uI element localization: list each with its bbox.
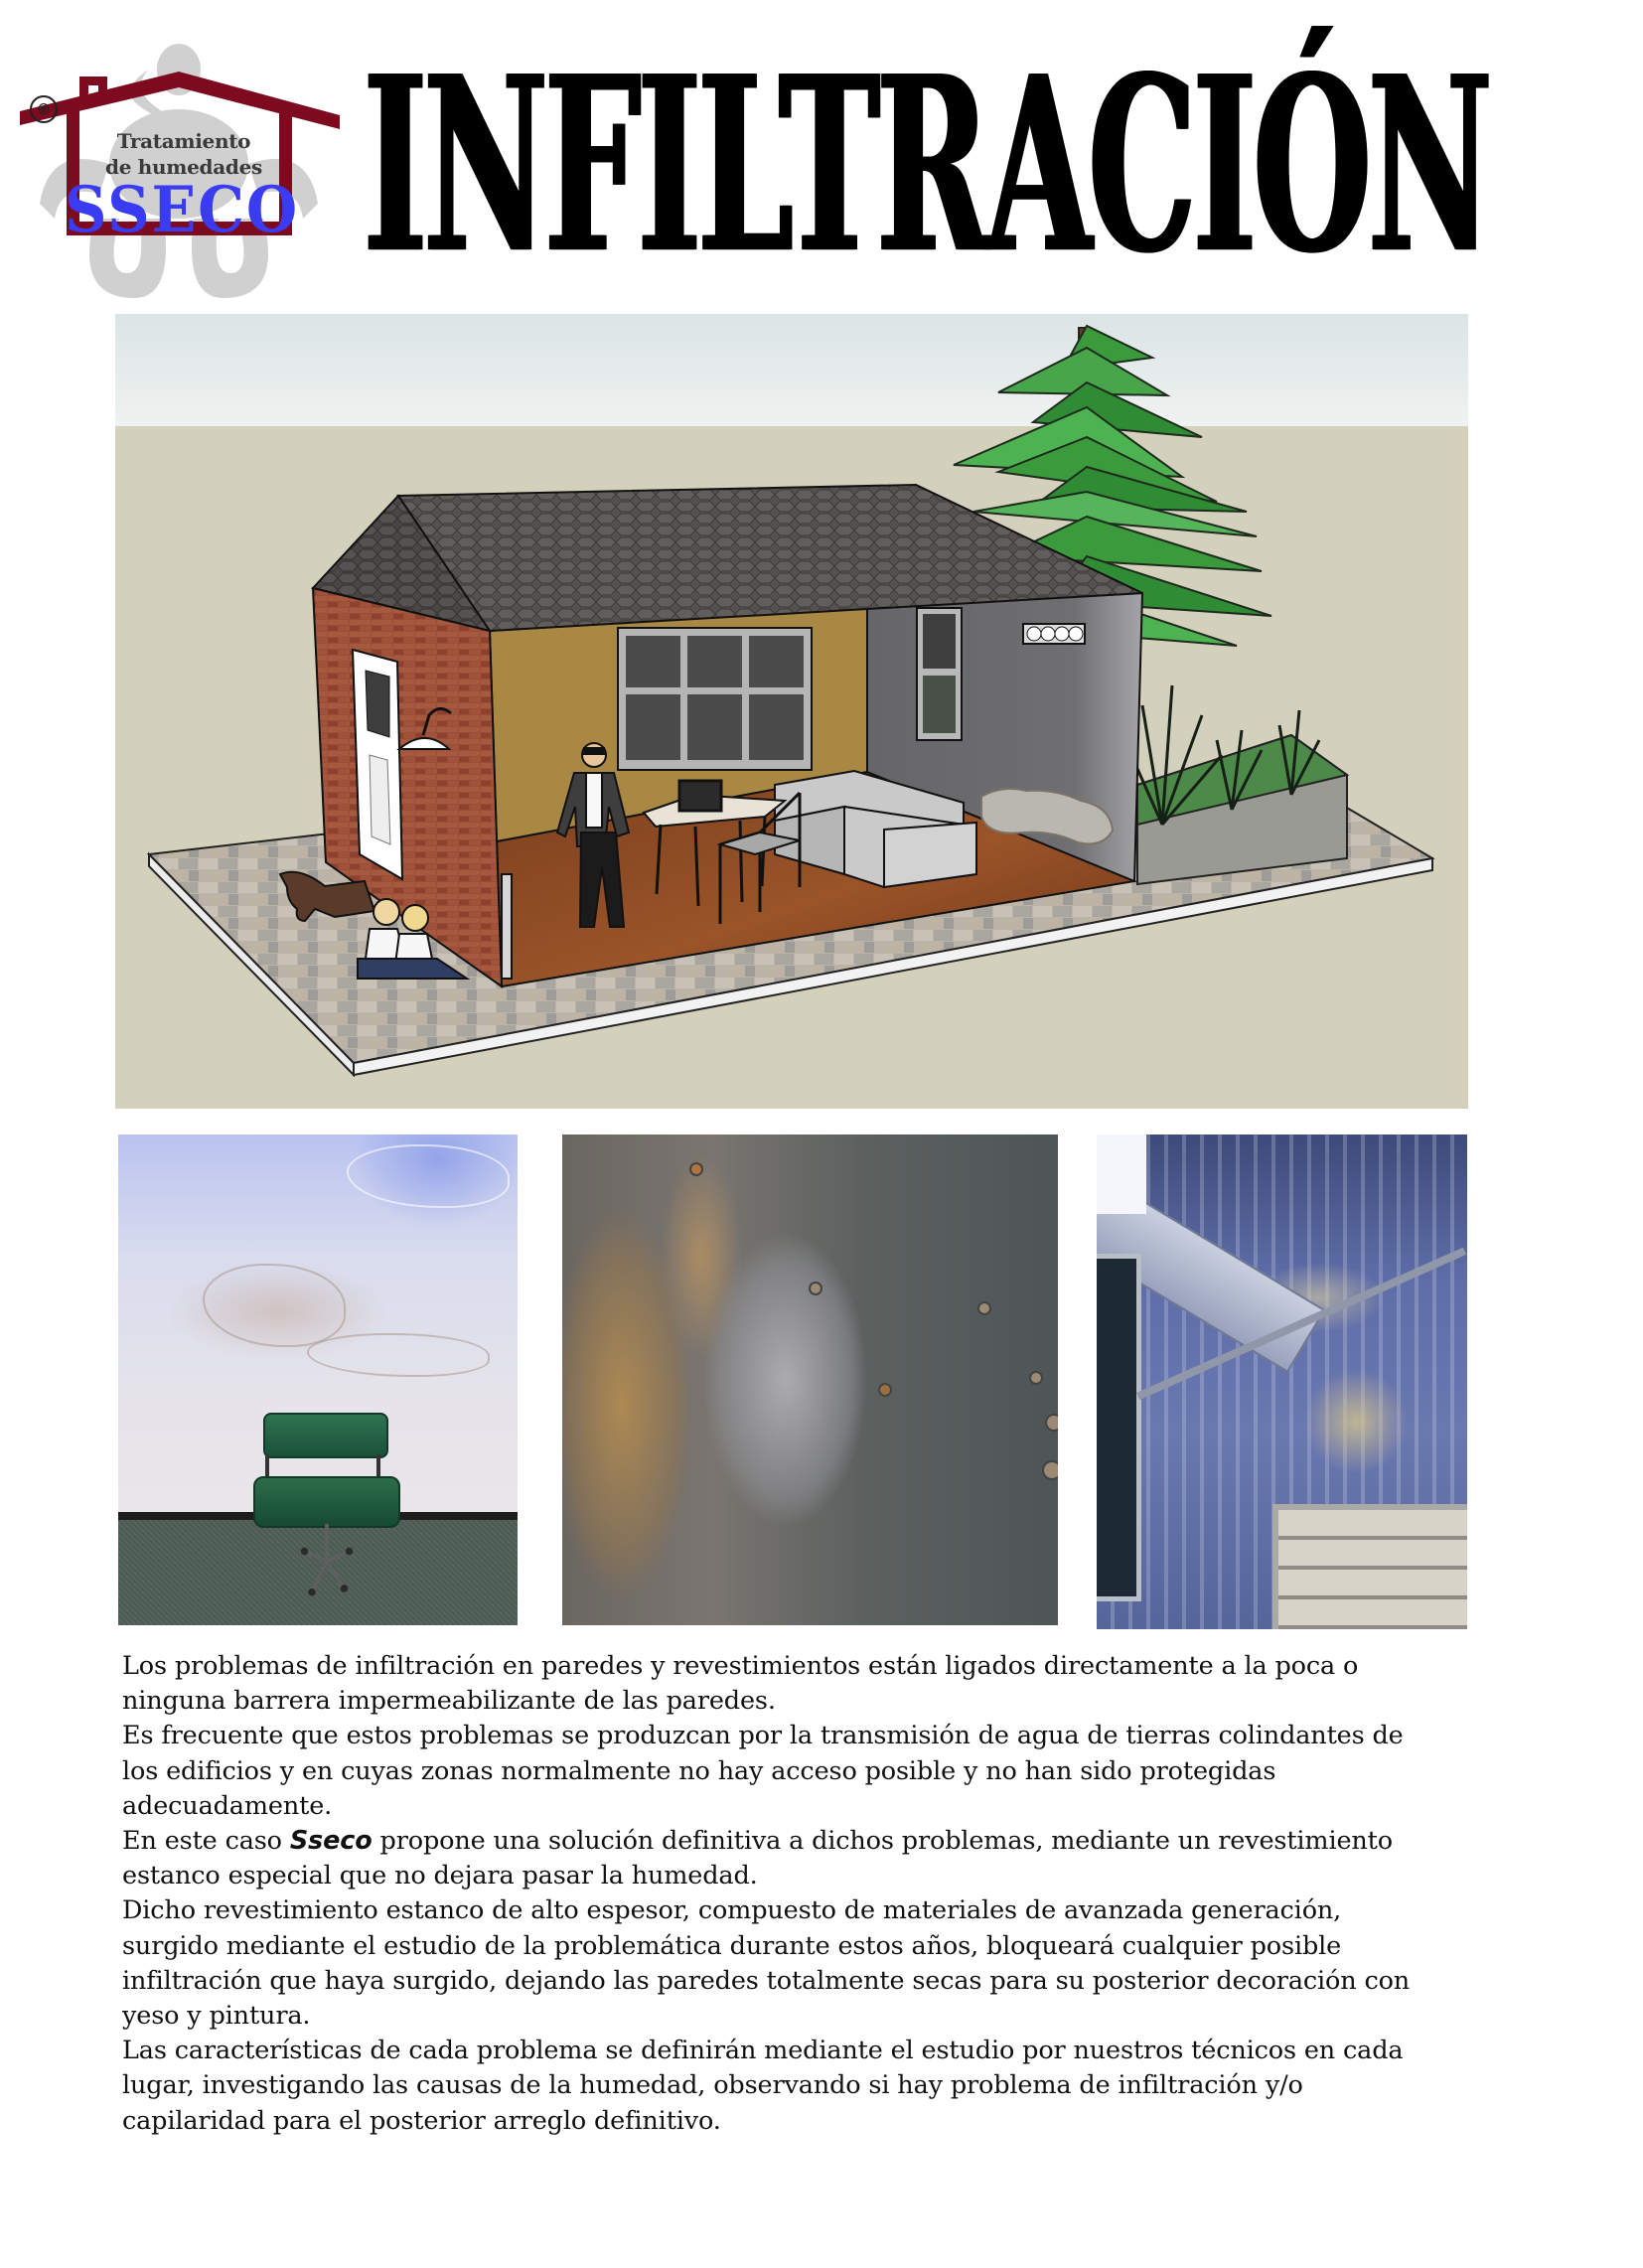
photo-damaged-plaster: [562, 1134, 1058, 1625]
damaged-plaster-closeup-photo-icon: [562, 1134, 1058, 1625]
registered-mark: ®: [30, 95, 58, 123]
paragraph-line: Dicho revestimiento estanco de alto espesor, compuesto de materiales de avanzada generación,: [122, 1895, 1342, 1926]
paragraph-line: adecuadamente.: [122, 1790, 333, 1821]
paragraph-line: estanco especial que no dejara pasar la humedad.: [122, 1861, 758, 1891]
paragraph-line: lugar, investigando las causas de la humedad, observando si hay problema de infiltración y/o: [122, 2070, 1303, 2101]
blister: [811, 1284, 821, 1293]
window-main: [618, 628, 812, 770]
paragraph-text: propone una solución definitiva a dichos problemas, mediante un revestimiento: [372, 1826, 1393, 1857]
door-frame: [1097, 1254, 1141, 1601]
house-cutaway-illustration-icon: [115, 314, 1468, 1109]
blister: [1047, 1416, 1058, 1430]
page-title-text: INFILTRACIÓN: [364, 24, 1489, 308]
blister: [1044, 1462, 1058, 1478]
rust-spot: [880, 1385, 890, 1395]
photo-peeling-wall-chair: [118, 1134, 518, 1625]
paragraph-line: Las características de cada problema se definirán mediante el estudio por nuestros técnicos en cada: [122, 2036, 1404, 2066]
paragraph-line: capilaridad para el posterior arreglo definitivo.: [122, 2105, 721, 2136]
inline-brand-name: Sseco: [289, 1826, 373, 1857]
paragraph-line: los edificios y en cuyas zonas normalmente no hay acceso posible y no han sido protegidas: [122, 1755, 1276, 1786]
paragraph-line: surgido mediante el estudio de la problemática durante estos años, bloqueará cualquier posible: [122, 1930, 1342, 1961]
logo-tagline-line2: de humedades: [105, 155, 262, 179]
logo-tagline-line1: Tratamiento: [116, 129, 251, 153]
paragraph-line: Es frecuente que estos problemas se produzcan por la transmisión de agua de tierras colindantes de: [122, 1721, 1404, 1751]
ceiling-light: [1097, 1134, 1146, 1214]
paragraph-line-with-brand: [122, 1824, 1513, 1859]
wall-light-fixture: [1023, 624, 1085, 644]
photo-water-damaged-room: [1097, 1134, 1467, 1629]
chair-back: [263, 1413, 388, 1458]
paragraph-line: infiltración que haya surgido, dejando las paredes totalmente secas para su posterior decoración con: [122, 1965, 1411, 1996]
description-text: [122, 1649, 1513, 2139]
chair-frame: [265, 1454, 380, 1478]
paragraph-line: Los problemas de infiltración en paredes y revestimientos están ligados directamente a la poca o: [122, 1651, 1359, 1681]
window-grille: [1272, 1504, 1467, 1629]
door: [353, 650, 402, 879]
blister: [979, 1303, 989, 1313]
rust-spot: [691, 1164, 701, 1174]
blister: [1031, 1373, 1041, 1383]
house-cutaway-illustration: [115, 314, 1468, 1109]
paragraph-text: En este caso: [122, 1826, 290, 1857]
company-logo: [0, 30, 358, 318]
paragraph-line: ninguna barrera impermeabilizante de las paredes.: [122, 1686, 776, 1717]
paragraph-line: yeso y pintura.: [122, 2001, 311, 2032]
logo-brand-name: SSECO: [65, 173, 299, 247]
page-title: [364, 24, 1521, 308]
chair-seat: [253, 1476, 400, 1528]
chair-base-icon: [267, 1524, 386, 1623]
